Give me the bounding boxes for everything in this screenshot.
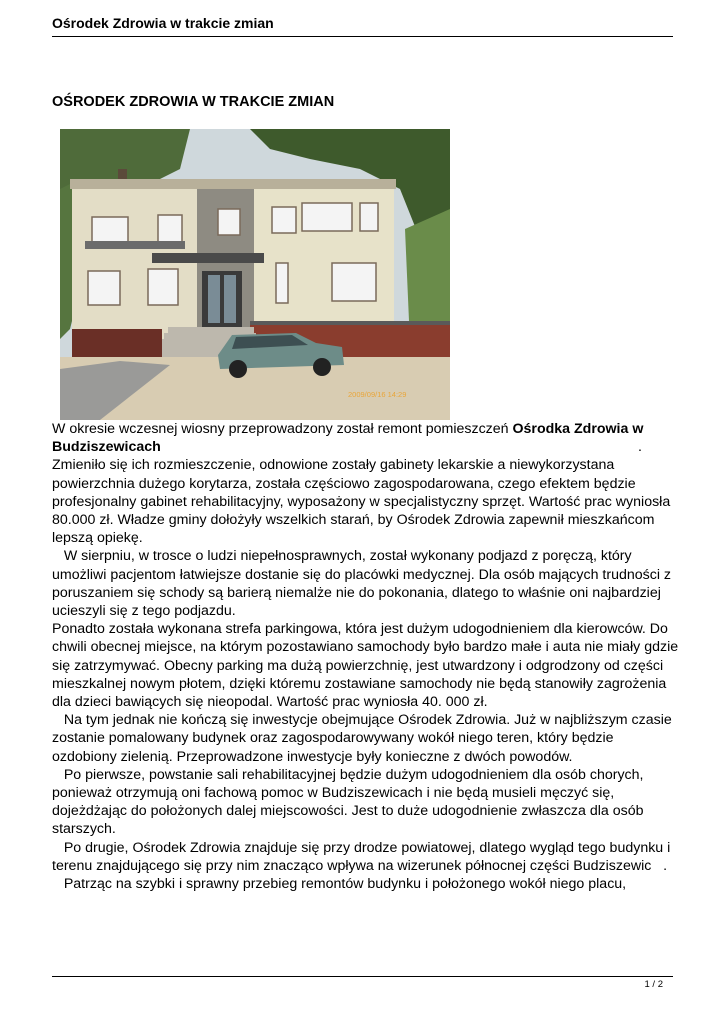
paragraph-1: Zmieniło się ich rozmieszczenie, odnowione zostały gabinety lekarskie a niewykorzystana powierzchnia dużego korytarza, została częściowo zagospodarowana, czego efektem będzie profesjonalny gabinet rehabilitacyjny, wyposażony w specjalistyczny sprzęt. Wartość prac wyniosła 80.000 zł. Władze gminy dołożyły wszelkich starań, by Ośrodek Zdrowia zapewnił mieszkańcom lepszą opiekę. (52, 457, 675, 547)
header-title: Ośrodek Zdrowia w trakcie zmian (52, 15, 274, 31)
paragraph-3: Ponadto została wykonana strefa parkingowa, która jest dużym udogodnieniem dla kierowców. Do chwili obecnej miejsce, na którym pozostawiano samochody było bardzo małe i auta nie miały gdzie się zatrzymywać. Obecny parking ma dużą powierzchnię, jest utwardzony i odgrodzony od części mieszkalnej nowym płotem, dzięki któremu zostawiane samochody nie będą stanowiły zagrożenia dla dzieci bawiących się nieopodal. Wartość prac wyniosła 40. 000 zł. (52, 621, 683, 711)
page-footer (52, 976, 673, 990)
article-title: OŚRODEK ZDROWIA W TRAKCIE ZMIAN (52, 94, 335, 110)
intro-bold-2: Budziszewicach (52, 439, 161, 456)
paragraph-7: Patrząc na szybki i sprawny przebieg remontów budynku i położonego wokół niego placu, (52, 876, 627, 893)
paragraph-2: W sierpniu, w trosce o ludzi niepełnosprawnych, został wykonany podjazd z poręczą, który umożliwi pacjentom łatwiejsze dostanie się do placówki medycznej. Dla osób mających trudności z poruszaniem się schody są barierą niemalże nie do pokonania, dlatego to właśnie oni najbardziej ucieszyli się z tego podjazdu. (52, 548, 675, 620)
photo-timestamp: 2009/09/16 14:29 (348, 390, 407, 399)
intro-dot: . (638, 439, 642, 456)
intro-text: W okresie wczesnej wiosny przeprowadzony został remont pomieszczeń (52, 421, 513, 437)
intro-second-line (52, 438, 682, 456)
intro-bold-1: Ośrodka Zdrowia w (512, 421, 644, 437)
article-body (52, 420, 682, 893)
paragraph-4: Na tym jednak nie kończą się inwestycje obejmujące Ośrodek Zdrowia. Już w najbliższym czasie zostanie pomalowany budynek oraz zagospodarowywany wokół niego teren, który będzie ozdobiony zielenią. Przeprowadzone inwestycje były konieczne z dwóch powodów. (52, 712, 676, 765)
paragraph-5: Po pierwsze, powstanie sali rehabilitacyjnej będzie dużym udogodnieniem dla osób chorych, ponieważ otrzymują oni fachową pomoc w Budziszewicach i nie będą musieli męczyć się, dojeżdżając do położonych dalej miejscowości. Jest to duże udogodnienie zwłaszcza dla osób starszych. (52, 766, 648, 838)
paragraph-6: Po drugie, Ośrodek Zdrowia znajduje się przy drodze powiatowej, dlatego wygląd tego budynku i terenu znajdującego się przy nim znacząco wpływa na wizerunek północnej części Budziszewic . (52, 839, 675, 874)
running-header (52, 14, 673, 37)
page-number: 1 / 2 (644, 979, 663, 990)
intro-paragraph (52, 420, 682, 438)
health-center-photo (60, 129, 450, 420)
